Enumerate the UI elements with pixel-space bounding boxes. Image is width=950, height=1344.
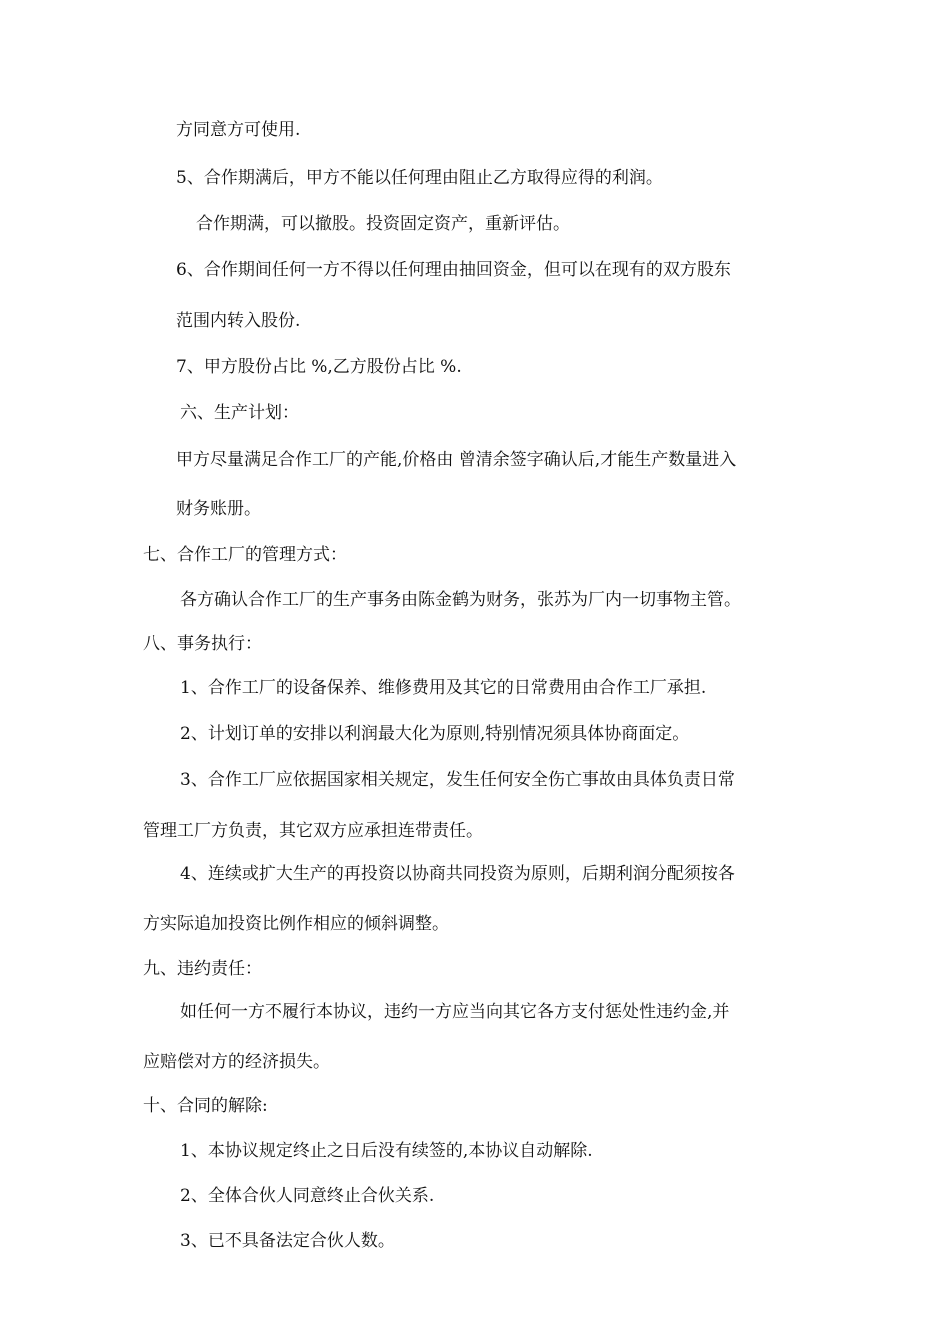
text-line: 方同意方可使用.: [176, 120, 301, 140]
text-line: 5、合作期满后，甲方不能以任何理由阻止乙方取得应得的利润。: [176, 168, 663, 188]
text-line: 如任何一方不履行本协议，违约一方应当向其它各方支付惩处性违约金,并: [180, 1002, 730, 1022]
text-line: 1、合作工厂的设备保养、维修费用及其它的日常费用由合作工厂承担.: [180, 678, 707, 698]
text-line: 3、合作工厂应依据国家相关规定，发生任何安全伤亡事故由具体负责日常: [180, 770, 735, 790]
text-line: 财务账册。: [176, 499, 261, 519]
text-line: 2、计划订单的安排以利润最大化为原则,特别情况须具体协商面定。: [180, 724, 690, 744]
section-heading: 十、合同的解除:: [143, 1096, 268, 1116]
text-line: 各方确认合作工厂的生产事务由陈金鹤为财务，张苏为厂内一切事物主管。: [180, 590, 741, 610]
text-line: 应赔偿对方的经济损失。: [143, 1052, 330, 1072]
text-line: 6、合作期间任何一方不得以任何理由抽回资金，但可以在现有的双方股东: [176, 260, 731, 280]
section-heading: 七、合作工厂的管理方式：: [143, 545, 347, 565]
text-line: 7、甲方股份占比 %,乙方股份占比 %.: [176, 357, 462, 377]
text-line: 1、本协议规定终止之日后没有续签的,本协议自动解除.: [180, 1141, 593, 1161]
section-heading: 八、事务执行：: [143, 634, 262, 654]
text-line: 2、全体合伙人同意终止合伙关系.: [180, 1186, 435, 1206]
text-line: 4、连续或扩大生产的再投资以协商共同投资为原则，后期利润分配须按各: [180, 864, 735, 884]
section-heading: 六、生产计划：: [180, 403, 299, 423]
section-heading: 九、违约责任：: [143, 959, 262, 979]
text-line: 管理工厂方负责，其它双方应承担连带责任。: [143, 821, 483, 841]
text-line: 甲方尽量满足合作工厂的产能,价格由 曾清余签字确认后,才能生产数量进入: [176, 450, 737, 470]
text-line: 范围内转入股份.: [176, 311, 301, 331]
text-line: 合作期满，可以撤股。投资固定资产，重新评估。: [196, 214, 570, 234]
text-line: 3、已不具备法定合伙人数。: [180, 1231, 395, 1251]
text-line: 方实际追加投资比例作相应的倾斜调整。: [143, 914, 449, 934]
